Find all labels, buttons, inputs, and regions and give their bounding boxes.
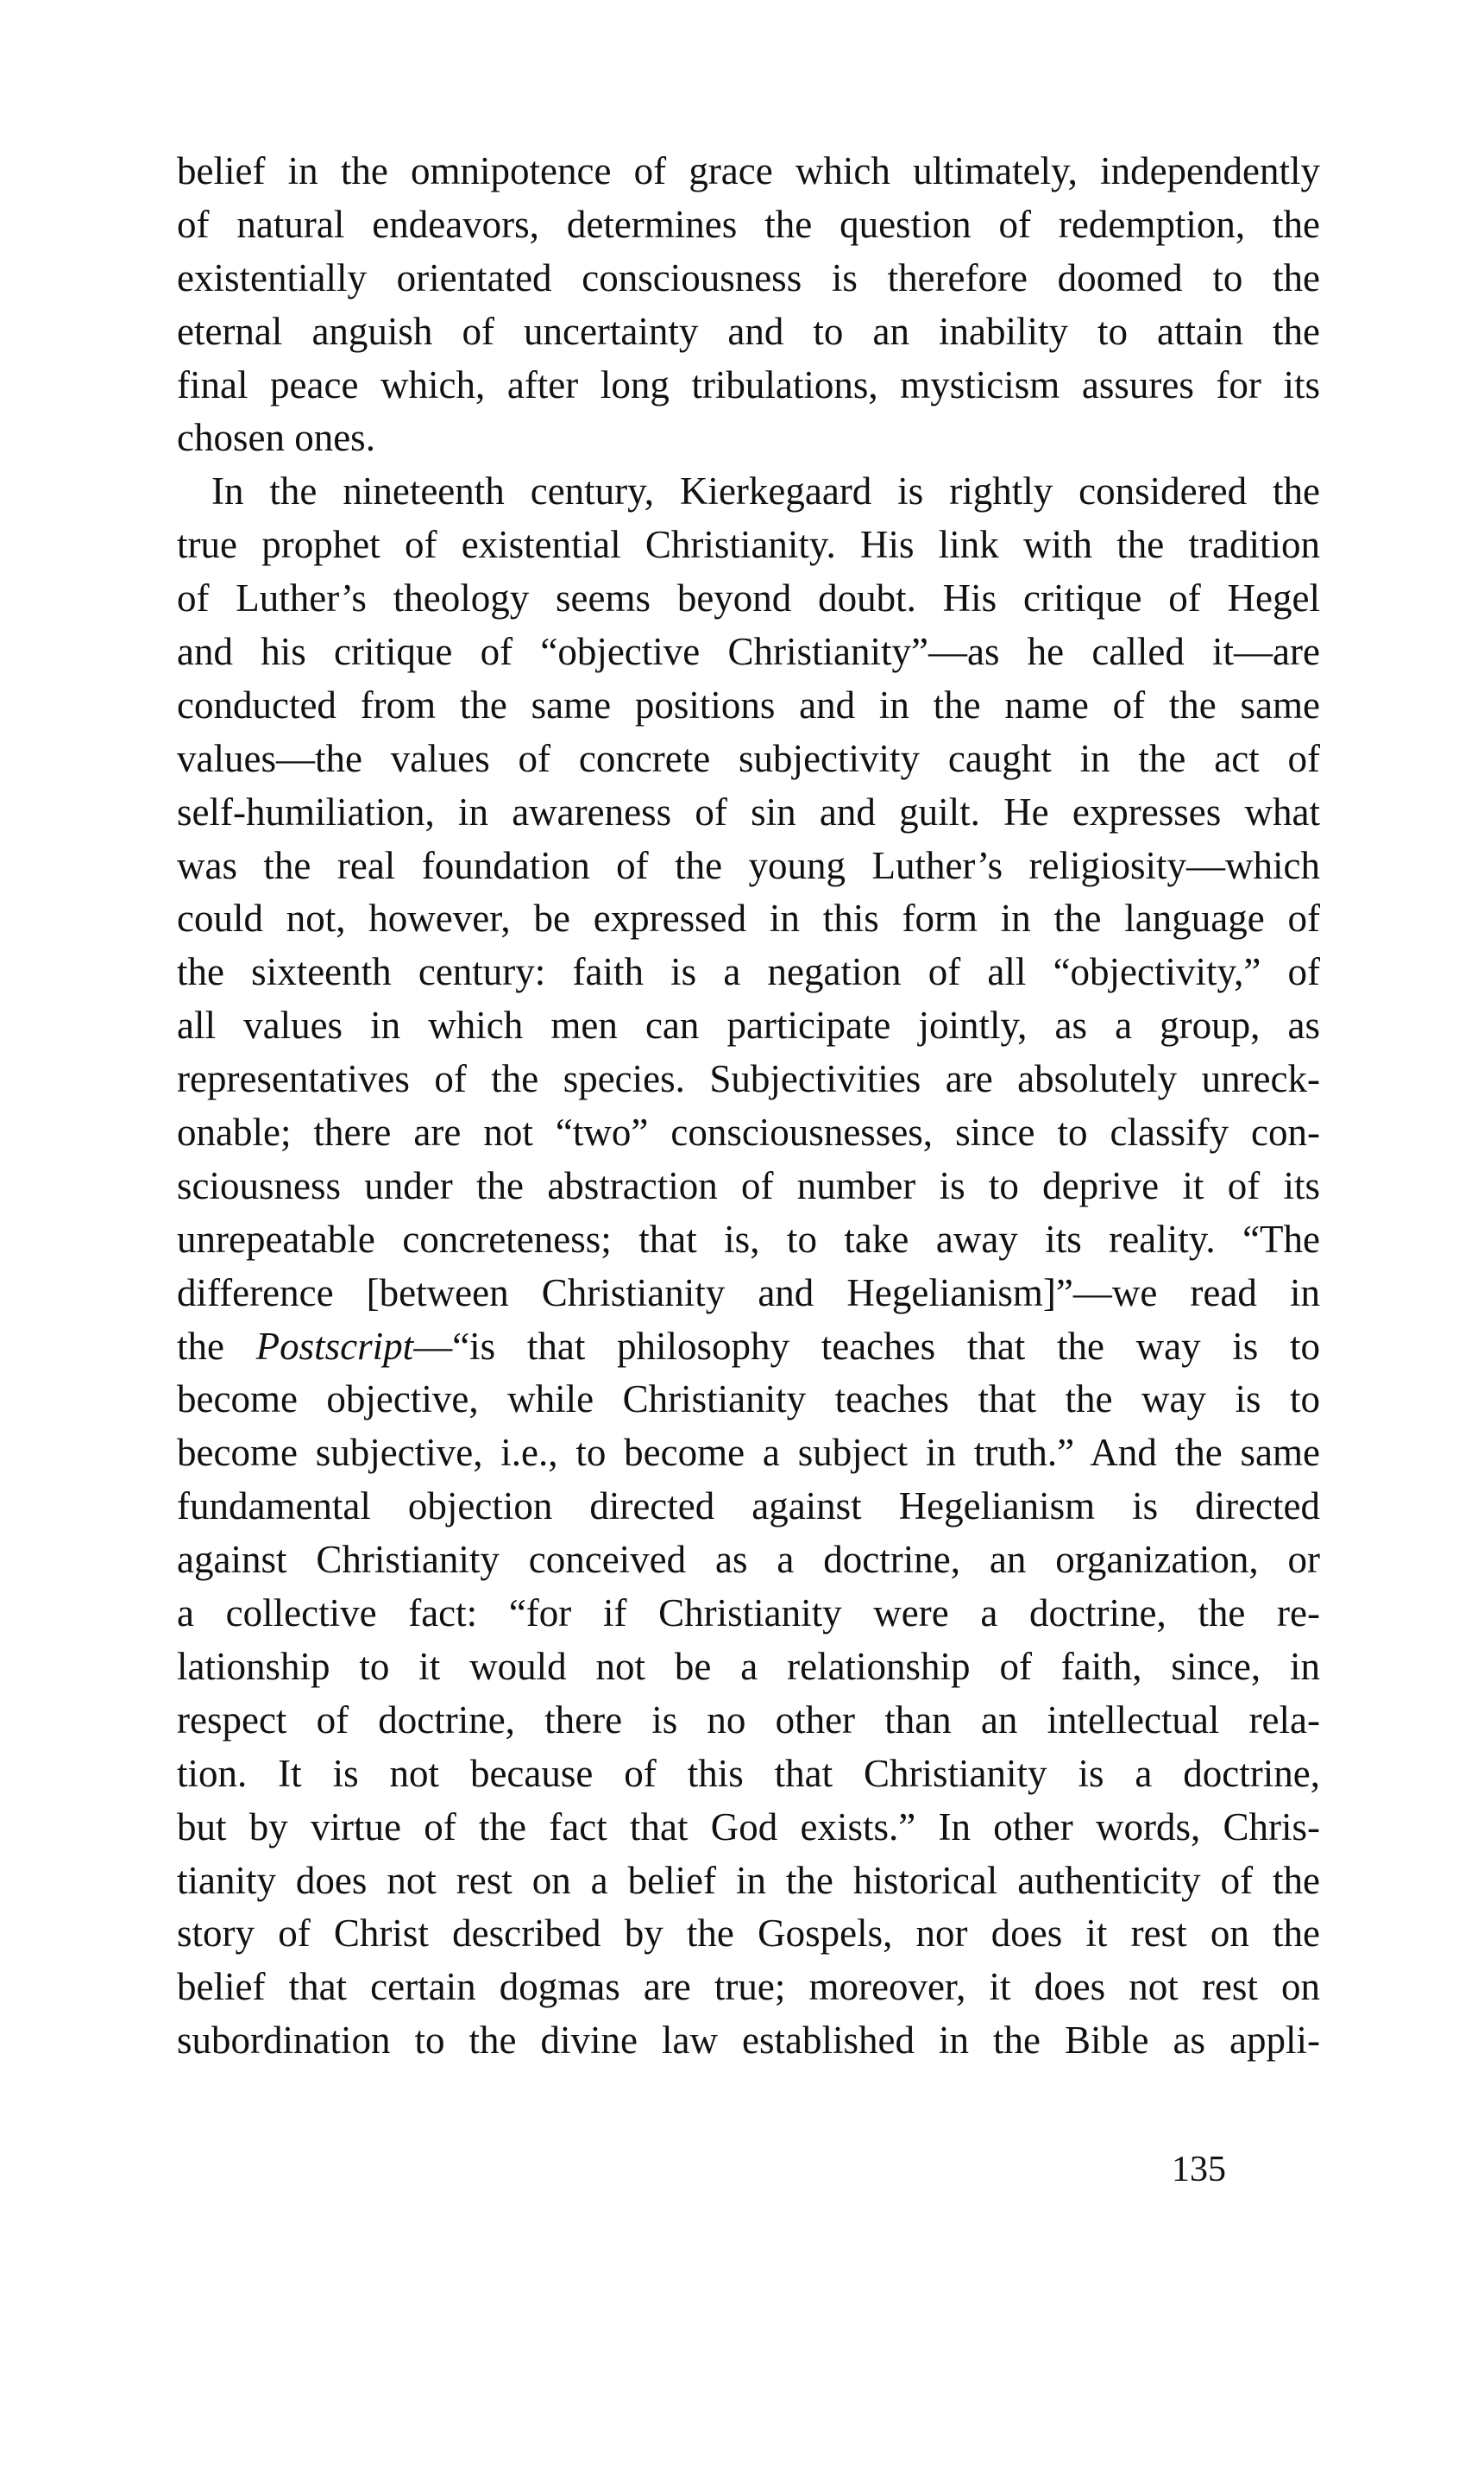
text-line-13: self-humiliation, in awareness of sin and guilt. He expresses what xyxy=(177,790,1320,834)
text-line-18: representatives of the species. Subjectivities are absolutely unreck- xyxy=(177,1057,1320,1101)
text-line-21: unrepeatable concreteness; that is, to take away its reality. “The xyxy=(177,1217,1320,1261)
text-line-28: a collective fact: “for if Christianity were a doctrine, the re- xyxy=(177,1591,1320,1635)
text-line-5: final peace which, after long tribulations, mysticism assures for its xyxy=(177,362,1320,406)
text-line-31: tion. It is not because of this that Christianity is a doctrine, xyxy=(177,1751,1320,1795)
text-line-15: could not, however, be expressed in this form in the language of xyxy=(177,897,1320,941)
text-line-30: respect of doctrine, there is no other than an intellectual rela- xyxy=(177,1698,1320,1742)
text-line-14: was the real foundation of the young Luther’s religiosity—which xyxy=(177,843,1320,887)
text-line-23 xyxy=(177,1320,1320,1374)
text-line-23-pre: the xyxy=(177,1324,256,1368)
text-line-8: true prophet of existential Christianity. His link with the tradition xyxy=(177,523,1320,567)
text-line-35: belief that certain dogmas are true; moreover, it does not rest on xyxy=(177,1965,1320,2009)
text-line-11: conducted from the same positions and in the name of the same xyxy=(177,683,1320,727)
text-line-33: tianity does not rest on a belief in the historical authenticity of the xyxy=(177,1858,1320,1902)
text-line-6: chosen ones. xyxy=(177,416,375,460)
text-line-7: In the nineteenth century, Kierkegaard is rightly considered the xyxy=(211,469,1320,513)
text-line-25: become subjective, i.e., to become a subject in truth.” And the same xyxy=(177,1431,1320,1475)
text-line-19: onable; there are not “two” consciousnesses, since to classify con- xyxy=(177,1111,1320,1155)
text-line-3: existentially orientated consciousness is therefore doomed to the xyxy=(177,255,1320,299)
text-line-27: against Christianity conceived as a doctrine, an organization, or xyxy=(177,1538,1320,1582)
text-line-12: values—the values of concrete subjectivity caught in the act of xyxy=(177,736,1320,780)
text-line-24: become objective, while Christianity teaches that the way is to xyxy=(177,1377,1320,1421)
body-text xyxy=(177,145,1320,2068)
text-line-34: story of Christ described by the Gospels, nor does it rest on the xyxy=(177,1912,1320,1956)
text-line-17: all values in which men can participate jointly, as a group, as xyxy=(177,1004,1320,1048)
text-line-20: sciousness under the abstraction of number is to deprive it of its xyxy=(177,1163,1320,1207)
text-line-23-post: —“is that philosophy teaches that the way is to xyxy=(413,1324,1320,1368)
text-line-32: but by virtue of the fact that God exists.” In other words, Chris- xyxy=(177,1805,1320,1849)
text-line-2: of natural endeavors, determines the question of redemption, the xyxy=(177,202,1320,246)
text-line-10: and his critique of “objective Christianity”—as he called it—are xyxy=(177,630,1320,674)
text-line-1: belief in the omnipotence of grace which ultimately, independently xyxy=(177,149,1320,192)
text-line-36: subordination to the divine law established in the Bible as appli- xyxy=(177,2019,1320,2063)
text-line-4: eternal anguish of uncertainty and to an inability to attain the xyxy=(177,309,1320,353)
text-line-16: the sixteenth century: faith is a negation of all “objectivity,” of xyxy=(177,950,1320,994)
text-line-9: of Luther’s theology seems beyond doubt. His critique of Hegel xyxy=(177,576,1320,620)
text-line-29: lationship to it would not be a relationship of faith, since, in xyxy=(177,1644,1320,1688)
page-number: 135 xyxy=(1172,2150,1226,2189)
text-line-26: fundamental objection directed against Hegelianism is directed xyxy=(177,1484,1320,1528)
text-line-22: difference [between Christianity and Hegelianism]”—we read in xyxy=(177,1270,1320,1314)
postscript-title: Postscript xyxy=(255,1324,414,1368)
